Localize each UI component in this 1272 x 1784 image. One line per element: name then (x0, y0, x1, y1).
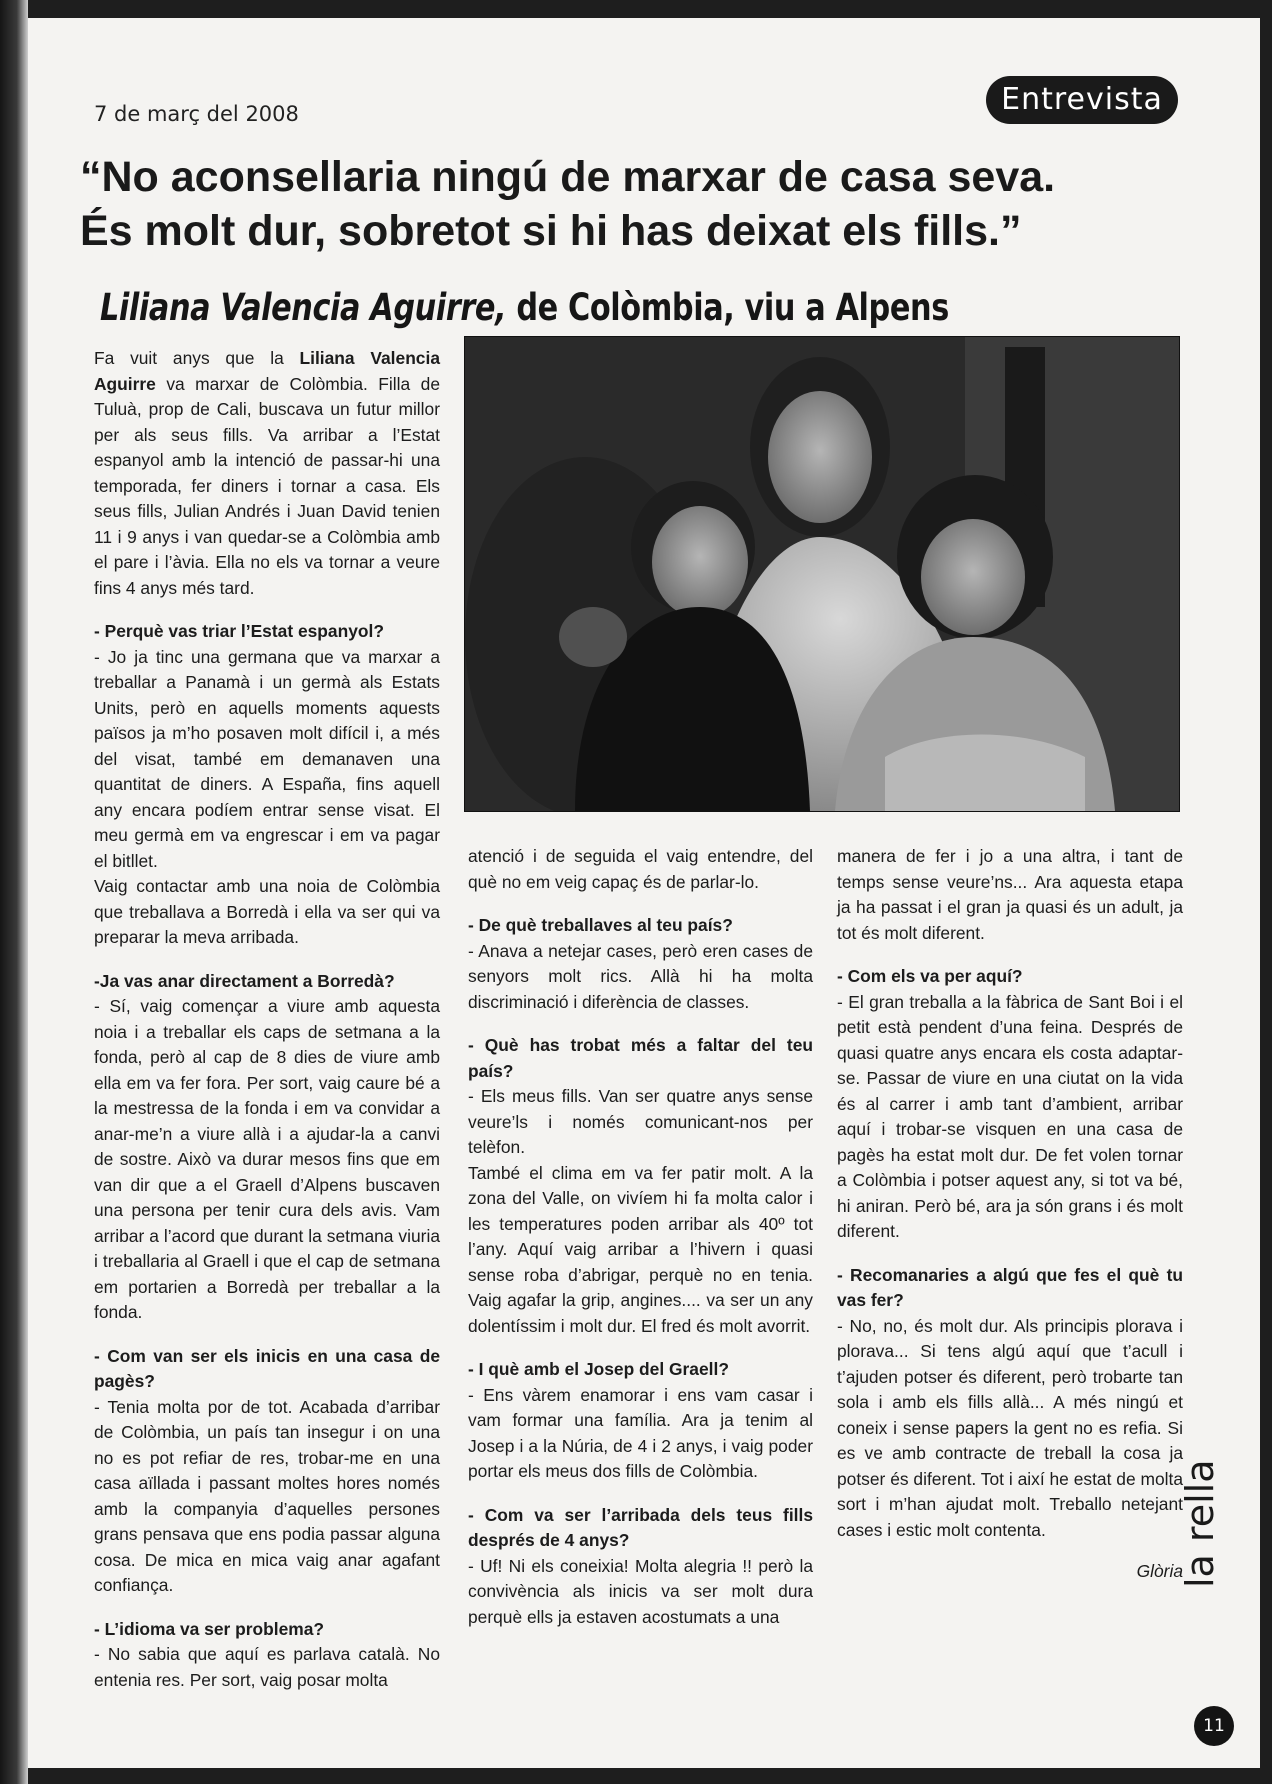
answer: Vaig contactar amb una noia de Colòmbia que treballava a Borredà i ella va ser qui va preparar la meva arribada. (94, 876, 440, 947)
answer: També el clima em va fer patir molt. A la zona del Valle, on vivíem hi fa molta calor i les temperatures poden arribar als 40º tot l’any. Aquí vaig arribar a l’hivern i quasi sense roba d’abrigar, perquè no en tenia. Vaig agafar la grip, angines.... va ser un any dolentíssim i molt dur. El fred és molt avorrit. (468, 1162, 813, 1336)
answer: - Ens vàrem enamorar i ens vam casar i vam formar una família. Ara ja tenim al Josep i a la Núria, de 4 i 2 anys, i vaig poder portar els meus dos fills de Colòmbia. (468, 1384, 813, 1481)
question: - Què has trobat més a faltar del teu país? (468, 1035, 813, 1081)
page-number: 11 (1194, 1706, 1234, 1746)
column-2 (468, 844, 813, 1630)
question: - I què amb el Josep del Graell? (468, 1359, 729, 1379)
answer: - Sí, vaig començar a viure amb aquesta noia i a treballar els caps de setmana a la fonda, però al cap de 8 dies de viure amb ella em va fer fora. Per sort, vaig caure bé a la mestressa de la fonda i em va convidar a anar-me’n a viure allà i a ajudar-la a canvi de sostre. Això va durar mesos fins que em van dir que a el Graell d’Alpens buscaven una persona per tenir cura dels avis. Vam arribar a l’acord que durant la setmana viuria i treballaria al Graell i que el cap de setmana em portarien a Borredà per treballar a la fonda. (94, 996, 440, 1322)
answer: - Tenia molta por de tot. Acabada d’arribar de Colòmbia, un país tan insegur i on una no es pot refiar de res, trobar-me en una casa aïllada i passant moltes hores només amb la companyia d’aquelles persones grans pensava que ens podia passar alguna cosa. De mica en mica vaig anar agafant confiança. (94, 1396, 440, 1595)
answer: - Jo ja tinc una germana que va marxar a treballar a Panamà i un germà als Estats Units, però en aquells moments aquests països ja m’ho posaven molt difícil i, a més del visat, també em demanaven una quantitat de diners. A España, fins aquell any encara podíem entrar sense visat. El meu germà em va engrescar i em va pagar el bitllet. (94, 646, 440, 871)
headline-line-2: És molt dur, sobretot si hi has deixat els fills.” (80, 207, 1022, 255)
binding-edge (0, 0, 28, 1784)
answer: - Els meus fills. Van ser quatre anys sense veure’ls i només comunicant-nos per telèfon. (468, 1086, 813, 1157)
answer-continued: manera de fer i jo a una altra, i tant de temps sense veure’ns... Ara aquesta etapa ja ha passat i el gran ja quasi és un adult, ja tot és molt diferent. (837, 846, 1183, 943)
issue-date: 7 de març del 2008 (94, 102, 299, 126)
headline-line-1: “No aconsellaria ningú de marxar de casa seva. (80, 153, 1056, 201)
subheadline (100, 286, 949, 330)
question: - De què treballaves al teu país? (468, 915, 733, 935)
answer: - Anava a netejar cases, però eren cases de senyors molt rics. Allà hi ha molta discriminació i diferència de classes. (468, 940, 813, 1012)
answer: - No, no, és molt dur. Als principis plorava i plorava... Si tens algú aquí que t’acull i t’ajuden potser és diferent, però trobarte tan sola i amb els fills allà... A més ningú et coneix i sense papers la gent no es refia. Si es ve amb contracte de treball la cosa ja potser és diferent. Tot i així he estat de molta sort i m’han ajudat molt. Treballo netejant cases i estic molt contenta. (837, 1315, 1183, 1540)
magazine-page (28, 18, 1260, 1768)
subhead-name: Liliana Valencia Aguirre, (100, 286, 507, 329)
intro-paragraph (94, 346, 440, 601)
column-1 (94, 346, 440, 1693)
question: - Com van ser els inicis en una casa de pagès? (94, 1345, 440, 1391)
author-signature: Glòria (1136, 1561, 1183, 1581)
answer: - El gran treballa a la fàbrica de Sant Boi i el petit està pendent d’una feina. Després de quasi quatre anys encara els costa adaptar-se. Passar de viure en una ciutat on la vida és al carrer i amb tant d’ambient, arribar aquí i trobar-se visquen en una casa de pagès ha estat molt dur. De fet volen tornar a Colòmbia i potser aquest any, si tot va bé, hi aniran. Però bé, ara ja són grans i és molt diferent. (837, 991, 1183, 1241)
section-badge: Entrevista (986, 76, 1178, 124)
magazine-brand: la rella (1178, 1459, 1222, 1588)
intro-text-a: Fa vuit anys que la (94, 348, 300, 368)
answer: - No sabia que aquí es parlava català. No entenia res. Per sort, vaig posar molta (94, 1644, 440, 1690)
intro-name: Liliana Valencia Aguirre (94, 348, 440, 394)
question: - Com va ser l’arribada dels teus fills després de 4 anys? (468, 1504, 813, 1550)
subhead-rest: de Colòmbia, viu a Alpens (506, 286, 949, 329)
answer-continued: atenció i de seguida el vaig entendre, del què no em veig capaç és de parlar-lo. (468, 846, 813, 892)
question: - Recomanaries a algú que fes el què tu vas fer? (837, 1264, 1183, 1310)
question: - Perquè vas triar l’Estat espanyol? (94, 621, 384, 641)
intro-text-b: va marxar de Colòmbia. Filla de Tuluà, prop de Cali, buscava un futur millor per als seus fills. Va arribar a l’Estat espanyol amb la intenció de passar-hi una temporada, fer diners i tornar a casa. Els seus fills, Julian Andrés i Juan David tenien 11 i 9 anys i van quedar-se a Colòmbia amb el pare i l’àvia. Ella no els va tornar a veure fins 4 anys més tard. (94, 373, 440, 598)
column-3 (837, 844, 1183, 1585)
interview-photo (464, 336, 1180, 812)
question: - Com els va per aquí? (837, 966, 1023, 986)
question: -Ja vas anar directament a Borredà? (94, 970, 395, 991)
photo-illustration (465, 337, 1179, 811)
headline (80, 150, 1190, 258)
question: - L’idioma va ser problema? (94, 1618, 325, 1639)
answer: - Uf! Ni els coneixia! Molta alegria !! però la convivència als inicis va ser molt dura perquè ells ja estaven acostumats a una (468, 1555, 813, 1627)
